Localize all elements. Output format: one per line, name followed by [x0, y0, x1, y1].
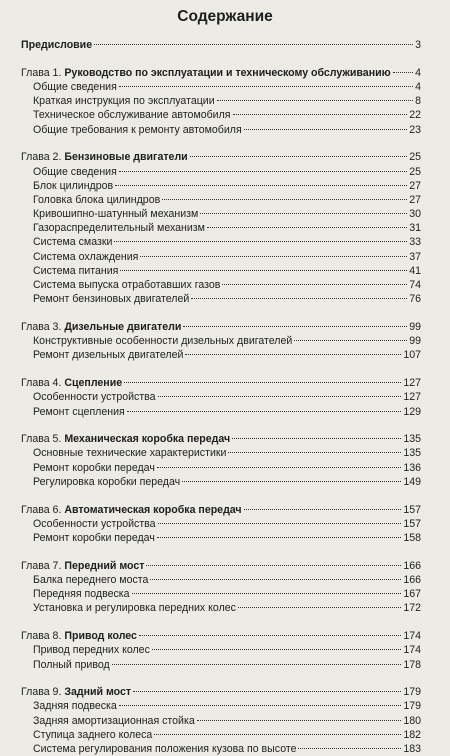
toc-subsection-label: Блок цилиндров — [33, 179, 114, 192]
chapter-name: Дизельные двигатели — [64, 320, 182, 333]
chapter-prefix: Глава 6. — [21, 503, 62, 516]
toc-chapter[interactable] — [0, 629, 450, 643]
chapter-prefix: Глава 2. — [21, 151, 62, 164]
dot-leader — [157, 537, 401, 538]
section-gap — [0, 137, 450, 151]
section-gap — [0, 52, 450, 66]
toc-subsection-label: Система питания — [33, 264, 119, 277]
dot-leader — [294, 340, 407, 341]
toc-page-number: 179 — [403, 700, 421, 713]
toc-subsection-label: Система смазки — [33, 236, 113, 249]
dot-leader — [114, 241, 407, 242]
toc-subsection-label: Газораспределительный механизм — [33, 222, 205, 235]
dot-leader — [232, 438, 401, 439]
toc-page-number: 23 — [409, 123, 421, 136]
chapter-prefix: Глава 7. — [21, 559, 62, 572]
toc-chapter[interactable] — [0, 150, 450, 164]
toc-subsection[interactable] — [0, 207, 450, 221]
dot-leader — [393, 72, 413, 73]
toc-subsection-label: Общие сведения — [33, 80, 117, 93]
toc-chapter-label — [21, 66, 391, 80]
dot-leader — [185, 354, 401, 355]
dot-leader — [152, 649, 401, 650]
toc-page-number: 4 — [415, 80, 421, 93]
toc-chapter[interactable] — [0, 376, 450, 390]
toc-subsection-label: Ступица заднего колеса — [33, 728, 153, 741]
dot-leader — [132, 593, 402, 594]
toc-page-number: 107 — [403, 349, 421, 362]
section-gap — [0, 545, 450, 559]
dot-leader — [244, 129, 408, 130]
toc-subsection-label: Ремонт бензиновых двигателей — [33, 293, 190, 306]
toc-subsection-label: Особенности устройства — [33, 391, 156, 404]
toc-subsection[interactable] — [0, 475, 450, 489]
toc-page-number: 41 — [409, 264, 421, 277]
toc-page-number: 27 — [409, 193, 421, 206]
dot-leader — [244, 509, 402, 510]
chapter-prefix: Глава 4. — [21, 377, 62, 390]
toc-page-number: 25 — [409, 151, 421, 164]
dot-leader — [200, 213, 407, 214]
toc-subsection[interactable] — [0, 531, 450, 545]
chapter-prefix: Глава 5. — [21, 433, 62, 446]
dot-leader — [119, 171, 407, 172]
toc-page-number: 99 — [409, 335, 421, 348]
dot-leader — [154, 734, 401, 735]
toc-chapter-label — [21, 376, 122, 390]
toc-subsection[interactable] — [0, 165, 450, 179]
toc-chapter-label — [21, 685, 131, 699]
dot-leader — [120, 270, 407, 271]
toc-page-number: 27 — [409, 179, 421, 192]
dot-leader — [133, 691, 401, 692]
toc-subsection-label: Ремонт коробки передач — [33, 532, 155, 544]
dot-leader — [183, 326, 407, 327]
section-gap — [0, 363, 450, 377]
dot-leader — [115, 185, 407, 186]
toc-subsection[interactable] — [0, 334, 450, 348]
dot-leader — [119, 86, 413, 87]
toc-page-number: 166 — [403, 573, 421, 586]
toc-subsection-label: Кривошипно-шатунный механизм — [33, 208, 199, 221]
toc-page-number: 174 — [403, 630, 421, 643]
toc-page-number: 183 — [403, 743, 421, 756]
toc-subsection-label: Задняя амортизационная стойка — [33, 714, 195, 727]
toc-page-number: 172 — [403, 602, 421, 615]
toc-page-number: 37 — [409, 250, 421, 263]
toc-page-number: 25 — [409, 165, 421, 178]
toc-subsection[interactable] — [0, 587, 450, 601]
chapter-name: Руководство по эксплуатации и техническому обслуживанию — [64, 66, 391, 79]
toc-subsection[interactable] — [0, 94, 450, 108]
toc-chapter[interactable] — [0, 503, 450, 517]
dot-leader — [217, 100, 413, 101]
toc-chapter-label — [21, 629, 137, 643]
toc-preface-label: Предисловие — [21, 39, 93, 51]
toc-page-number: 179 — [403, 686, 421, 699]
toc-subsection[interactable] — [0, 390, 450, 404]
toc-subsection-label: Ремонт сцепления — [33, 405, 125, 418]
toc-subsection[interactable] — [0, 235, 450, 249]
dot-leader — [190, 156, 408, 157]
toc-subsection[interactable] — [0, 658, 450, 672]
dot-leader — [124, 382, 401, 383]
toc-page-number: 157 — [403, 503, 421, 516]
chapter-name: Автоматическая коробка передач — [64, 503, 242, 516]
toc-page-number: 127 — [403, 391, 421, 404]
toc-subsection-label: Общие требования к ремонту автомобиля — [33, 123, 242, 136]
section-gap — [0, 616, 450, 630]
page-title: Содержание — [177, 8, 273, 25]
toc-page-number: 166 — [403, 559, 421, 572]
toc-subsection[interactable] — [0, 250, 450, 264]
toc-subsection-label: Краткая инструкция по эксплуатации — [33, 95, 215, 108]
toc-subsection[interactable] — [0, 221, 450, 235]
toc-chapter[interactable] — [0, 685, 450, 699]
toc-page-number: 178 — [403, 658, 421, 671]
toc-subsection-label: Общие сведения — [33, 165, 117, 178]
dot-leader — [157, 467, 401, 468]
dot-leader — [140, 256, 407, 257]
toc-subsection-label: Головка блока цилиндров — [33, 193, 161, 206]
toc-chapter-label — [21, 503, 242, 517]
toc-subsection[interactable] — [0, 728, 450, 742]
toc-page-number: 31 — [409, 222, 421, 235]
dot-leader — [119, 705, 402, 706]
toc-page-number: 8 — [415, 95, 421, 108]
section-gap — [0, 489, 450, 503]
toc-subsection-label: Особенности устройства — [33, 517, 156, 530]
section-gap — [0, 672, 450, 686]
toc-subsection[interactable] — [0, 80, 450, 94]
toc-subsection-label: Основные технические характеристики — [33, 447, 227, 460]
toc-chapter-label — [21, 320, 181, 334]
toc-subsection[interactable] — [0, 193, 450, 207]
dot-leader — [150, 579, 401, 580]
toc-subsection-label: Конструктивные особенности дизельных двигателей — [33, 335, 293, 348]
dot-leader — [127, 411, 402, 412]
chapter-prefix: Глава 9. — [21, 686, 62, 699]
chapter-name: Сцепление — [64, 377, 123, 390]
toc-page-number: 33 — [409, 236, 421, 249]
toc-subsection-label: Система выпуска отработавших газов — [33, 279, 221, 291]
toc-subsection-label: Ремонт дизельных двигателей — [33, 349, 184, 362]
toc-page-number: 30 — [409, 208, 421, 221]
toc-subsection[interactable] — [0, 742, 450, 756]
toc-subsection-label: Задняя подвеска — [33, 700, 117, 713]
toc-chapter[interactable] — [0, 66, 450, 80]
toc-subsection-label: Ремонт коробки передач — [33, 461, 155, 474]
dot-leader — [298, 748, 401, 749]
toc-page-number: 158 — [403, 532, 421, 544]
chapter-name: Механическая коробка передач — [64, 433, 231, 446]
toc-subsection[interactable] — [0, 573, 450, 587]
dot-leader — [233, 114, 408, 115]
dot-leader — [94, 44, 413, 45]
toc-chapter-label — [21, 432, 230, 446]
dot-leader — [162, 199, 407, 200]
dot-leader — [139, 635, 401, 636]
toc-page-number: 135 — [403, 447, 421, 460]
toc-subsection[interactable] — [0, 699, 450, 713]
toc-page-number: 174 — [403, 644, 421, 657]
toc-subsection[interactable] — [0, 348, 450, 362]
section-gap — [0, 419, 450, 433]
toc-chapter[interactable] — [0, 432, 450, 446]
toc-page-number: 182 — [403, 728, 421, 741]
dot-leader — [146, 565, 401, 566]
toc-subsection[interactable] — [0, 643, 450, 657]
toc-page-number: 99 — [409, 320, 421, 333]
toc-subsection[interactable] — [0, 405, 450, 419]
dot-leader — [191, 298, 407, 299]
chapter-name: Привод колес — [64, 630, 137, 643]
toc-subsection-label: Полный привод — [33, 658, 110, 671]
toc-subsection-label: Балка переднего моста — [33, 573, 149, 586]
toc-subsection[interactable] — [0, 461, 450, 475]
toc-page-number: 135 — [403, 433, 421, 446]
dot-leader — [207, 227, 407, 228]
toc-chapter[interactable] — [0, 320, 450, 334]
toc-subsection-label: Регулировка коробки передач — [33, 475, 181, 488]
dot-leader — [197, 720, 402, 721]
toc-page-number: 76 — [409, 293, 421, 306]
chapter-name: Передний мост — [64, 559, 145, 572]
dot-leader — [158, 523, 402, 524]
toc-subsection[interactable] — [0, 123, 450, 137]
dot-leader — [182, 481, 401, 482]
toc-subsection-label: Система охлаждения — [33, 250, 139, 263]
chapter-prefix: Глава 8. — [21, 630, 62, 643]
dot-leader — [222, 284, 407, 285]
toc-page-number: 136 — [403, 461, 421, 474]
toc-page-number: 157 — [403, 517, 421, 530]
toc-subsection[interactable] — [0, 179, 450, 193]
toc-page-number: 167 — [403, 588, 421, 601]
dot-leader — [112, 664, 402, 665]
toc-subsection[interactable] — [0, 601, 450, 615]
toc-subsection-label: Привод передних колес — [33, 644, 150, 657]
toc-preface[interactable] — [0, 38, 450, 52]
dot-leader — [158, 396, 402, 397]
toc-subsection[interactable] — [0, 446, 450, 460]
toc-subsection-label: Техническое обслуживание автомобиля — [33, 109, 231, 122]
chapter-prefix: Глава 1. — [21, 66, 62, 79]
toc-chapter-label — [21, 150, 188, 164]
toc-page-number: 3 — [415, 39, 421, 51]
section-gap — [0, 306, 450, 320]
toc-page-number: 74 — [409, 279, 421, 291]
dot-leader — [238, 607, 401, 608]
toc-page-number: 4 — [415, 66, 421, 79]
toc-page-number: 180 — [403, 714, 421, 727]
toc-subsection[interactable] — [0, 517, 450, 531]
toc-chapter-label — [21, 559, 144, 573]
chapter-prefix: Глава 3. — [21, 320, 62, 333]
toc-subsection[interactable] — [0, 292, 450, 306]
toc-chapter[interactable] — [0, 559, 450, 573]
toc-subsection[interactable] — [0, 264, 450, 278]
toc-page-number: 149 — [403, 475, 421, 488]
chapter-name: Бензиновые двигатели — [64, 151, 188, 164]
toc-subsection[interactable] — [0, 278, 450, 292]
toc-page-number: 22 — [409, 109, 421, 122]
chapter-name: Задний мост — [64, 686, 132, 699]
toc-subsection[interactable] — [0, 714, 450, 728]
toc-subsection-label: Установка и регулировка передних колес — [33, 602, 236, 615]
dot-leader — [228, 452, 401, 453]
toc-subsection-label: Передняя подвеска — [33, 588, 130, 601]
table-of-contents — [0, 38, 450, 756]
toc-page-number: 129 — [403, 405, 421, 418]
toc-subsection[interactable] — [0, 108, 450, 122]
toc-subsection-label: Система регулирования положения кузова по высоте — [33, 743, 297, 756]
toc-page-number: 127 — [403, 377, 421, 390]
